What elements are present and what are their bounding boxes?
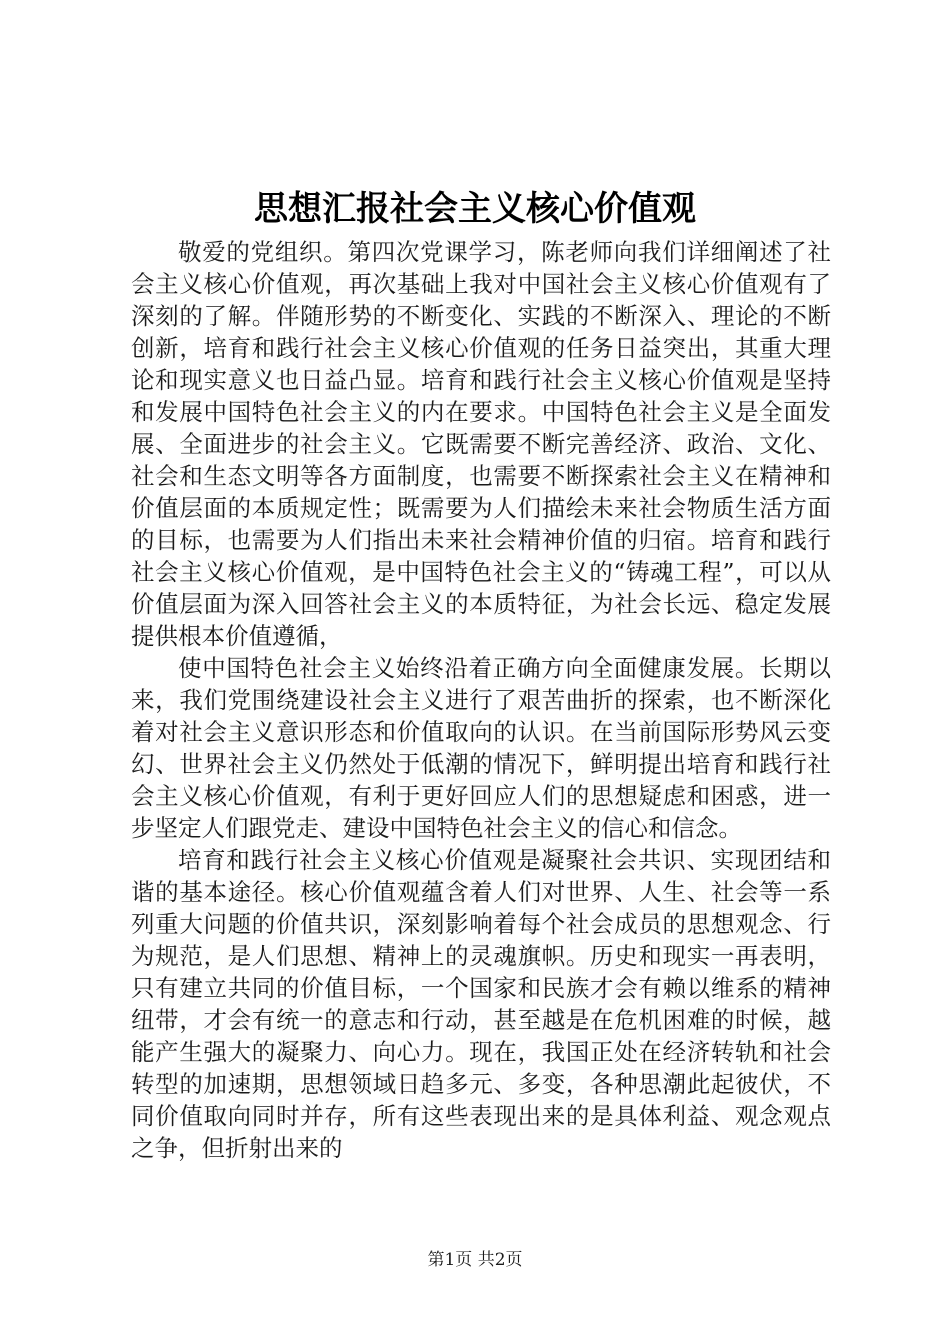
paragraph-3: 培育和践行社会主义核心价值观是凝聚社会共识、实现团结和谐的基本途径。核心价值观蕴含着人们对世界、人生、社会等一系列重大问题的价值共识，深刻影响着每个社会成员的思想观念、行为规范，是人们思想、精神上的灵魂旗帜。历史和现实一再表明，只有建立共同的价值目标，一个国家和民族才会有赖以维系的精神纽带，才会有统一的意志和行动，甚至越是在危机困难的时候，越能产生强大的凝聚力、向心力。现在，我国正处在经济转轨和社会转型的加速期，思想领域日趋多元、多变，各种思潮此起彼伏，不同价值取向同时并存，所有这些表现出来的是具体利益、观念观点之争，但折射出来的 [131, 846, 831, 1162]
page-number-footer: 第1页 共2页 [427, 1250, 523, 1270]
document-body [131, 236, 831, 1164]
paragraph-2: 使中国特色社会主义始终沿着正确方向全面健康发展。长期以来，我们党围绕建设社会主义进行了艰苦曲折的探索，也不断深化着对社会主义意识形态和价值取向的认识。在当前国际形势风云变幻、世界社会主义仍然处于低潮的情况下，鲜明提出培育和践行社会主义核心价值观，有利于更好回应人们的思想疑虑和困惑，进一步坚定人们跟党走、建设中国特色社会主义的信心和信念。 [131, 654, 831, 842]
document-title: 思想汇报社会主义核心价值观 [254, 189, 696, 229]
paragraph-1: 敬爱的党组织。第四次党课学习，陈老师向我们详细阐述了社会主义核心价值观，再次基础上我对中国社会主义核心价值观有了深刻的了解。伴随形势的不断变化、实践的不断深入、理论的不断创新，培育和践行社会主义核心价值观的任务日益突出，其重大理论和现实意义也日益凸显。培育和践行社会主义核心价值观是坚持和发展中国特色社会主义的内在要求。中国特色社会主义是全面发展、全面进步的社会主义。它既需要不断完善经济、政治、文化、社会和生态文明等各方面制度，也需要不断探索社会主义在精神和价值层面的本质规定性；既需要为人们描绘未来社会物质生活方面的目标，也需要为人们指出未来社会精神价值的归宿。培育和践行社会主义核心价值观，是中国特色社会主义的“铸魂工程”，可以从价值层面为深入回答社会主义的本质特征，为社会长远、稳定发展提供根本价值遵循， [131, 238, 831, 650]
